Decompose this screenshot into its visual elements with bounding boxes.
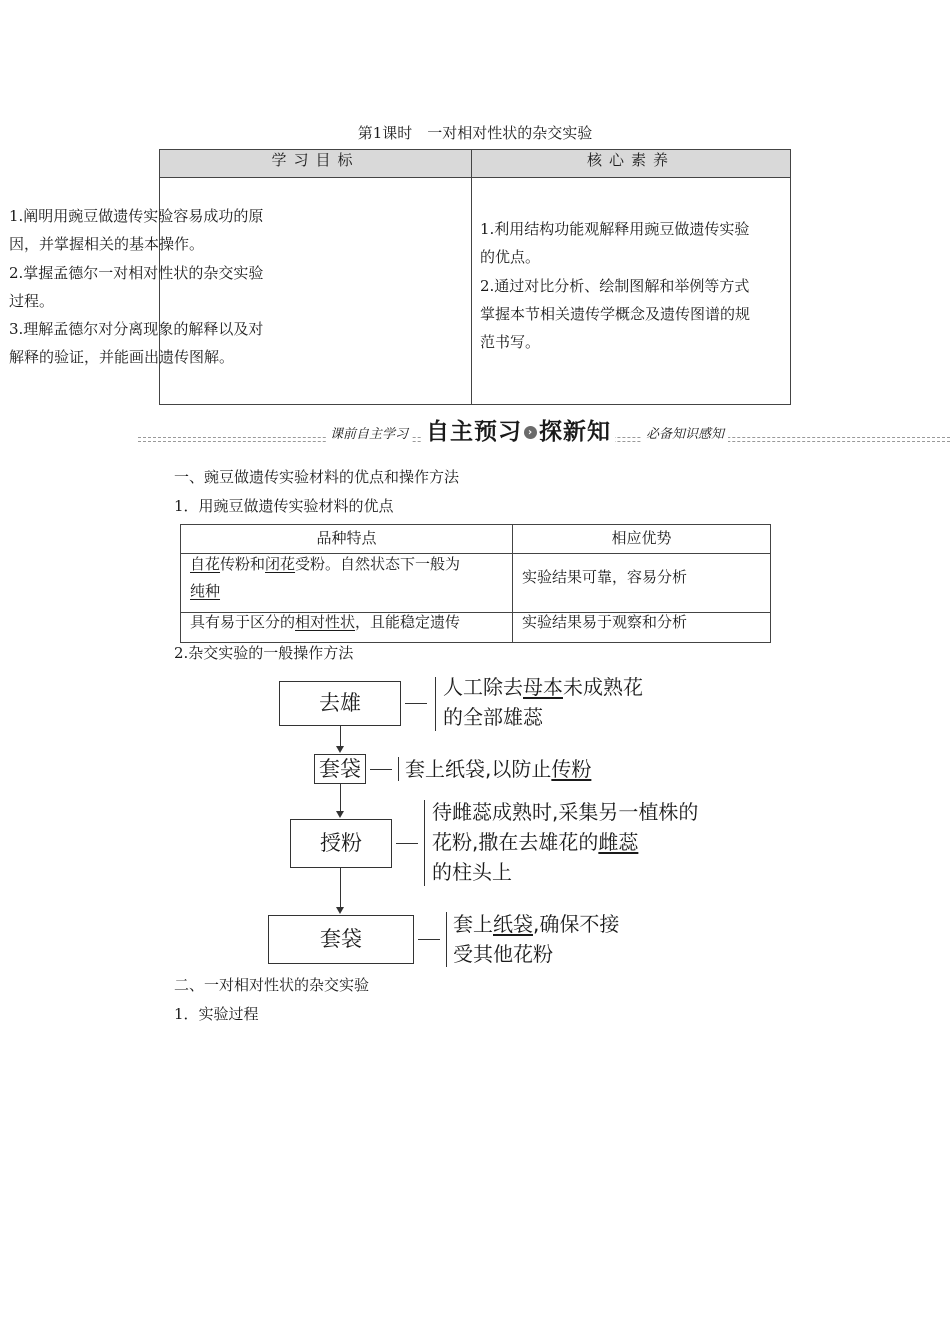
- underlined-term: 母本: [523, 675, 563, 699]
- literacy-line: 1.利用结构功能观解释用豌豆做遗传实验: [480, 220, 750, 238]
- goal-line: 因，并掌握相关的基本操作。: [9, 235, 205, 254]
- table-cell: [190, 551, 508, 605]
- step-pollination-box: 授粉: [290, 819, 392, 868]
- table-header-cell: 品种特点: [316, 529, 377, 547]
- cell-text: 传粉和: [220, 555, 266, 573]
- lesson-title: 第1课时 一对相对性状的杂交实验: [357, 124, 593, 142]
- step-pollination-desc: [432, 797, 698, 887]
- underlined-term: 相对性状: [295, 613, 356, 631]
- desc-line: [405, 754, 591, 784]
- goal-line: 过程。: [9, 291, 55, 310]
- features-table: [180, 524, 771, 643]
- underlined-term: 传粉: [551, 757, 592, 781]
- bracket-line: [424, 800, 425, 886]
- bracket-line: [446, 912, 447, 967]
- desc-text: ,确保不接: [533, 912, 620, 936]
- desc-line: [453, 909, 619, 939]
- step-bagging-box: 套袋: [314, 754, 366, 784]
- section-banner: [138, 413, 950, 449]
- underlined-term: 纸袋: [493, 912, 533, 936]
- bracket-line: [435, 677, 436, 731]
- desc-line: [432, 827, 698, 857]
- bracket-line: [398, 757, 399, 781]
- literacy-line: 掌握本节相关遗传学概念及遗传图谱的规: [480, 304, 751, 323]
- desc-text: 套上纸袋,以防止: [405, 757, 552, 781]
- table-header-cell: 相应优势: [611, 529, 672, 547]
- banner-title: [422, 413, 615, 446]
- header-learning-goals: 学习目标: [271, 151, 360, 169]
- connector-dash: [418, 939, 440, 940]
- flow-arrow-line: [340, 784, 341, 812]
- step-emasculation-box: 去雄: [279, 681, 401, 726]
- desc-line: 的柱头上: [432, 860, 512, 884]
- arrow-down-icon: [336, 811, 344, 818]
- literacy-line: 范书写。: [480, 333, 541, 352]
- underlined-term: 自花: [190, 555, 221, 573]
- flow-arrow-line: [340, 726, 341, 747]
- arrow-down-icon: [336, 907, 344, 914]
- banner-title-right: 探新知: [539, 419, 611, 445]
- literacy-line: 2.通过对比分析、绘制图解和举例等方式: [480, 276, 750, 295]
- underlined-term: 雌蕊: [598, 830, 639, 854]
- section-heading: 一、豌豆做遗传实验材料的优点和操作方法: [174, 468, 460, 486]
- flow-arrow-line: [340, 868, 341, 908]
- goal-line: 1.阐明用豌豆做遗传实验容易成功的原: [9, 207, 264, 225]
- goal-line: 3.理解孟德尔对分离现象的解释以及对: [9, 320, 264, 339]
- chevron-right-icon: ›: [524, 426, 537, 439]
- banner-title-left: 自主预习: [426, 419, 522, 445]
- underlined-term: 纯种: [190, 582, 221, 600]
- step-rebagging-box: 套袋: [268, 915, 414, 964]
- subsection-heading: 2.杂交实验的一般操作方法: [174, 644, 354, 662]
- core-literacy-list: [480, 215, 780, 356]
- goal-line: 2.掌握孟德尔一对相对性状的杂交实验: [9, 263, 264, 282]
- literacy-line: 的优点。: [480, 248, 541, 267]
- arrow-down-icon: [336, 746, 344, 753]
- table-cell: 实验结果可靠，容易分析: [522, 568, 688, 586]
- desc-line: 受其他花粉: [453, 942, 553, 966]
- desc-line: 的全部雄蕊: [443, 705, 543, 729]
- desc-text: 套上: [453, 912, 493, 936]
- goal-line: 解释的验证，并能画出遗传图解。: [9, 348, 235, 367]
- step-bagging-desc: [405, 754, 591, 784]
- desc-text: 人工除去: [443, 675, 523, 699]
- banner-subtitle-right: 必备知识感知: [642, 423, 728, 442]
- desc-text: 未成熟花: [563, 675, 643, 699]
- desc-text: 花粉,撒在去雄花的: [432, 830, 599, 854]
- step-emasculation-desc: [443, 672, 643, 732]
- desc-line: 待雌蕊成熟时,采集另一植株的: [432, 800, 699, 824]
- section-heading: 二、一对相对性状的杂交实验: [174, 976, 370, 994]
- subsection-heading: 1．实验过程: [174, 1005, 259, 1023]
- table-cell: [190, 609, 508, 636]
- underlined-term: 闭花: [265, 555, 296, 573]
- connector-dash: [396, 843, 418, 844]
- cell-text: 受粉。自然状态下一般为: [295, 555, 461, 573]
- table-cell: 实验结果易于观察和分析: [522, 613, 688, 631]
- subsection-heading: 1．用豌豆做遗传实验材料的优点: [174, 497, 394, 515]
- step-rebagging-desc: [453, 909, 619, 969]
- cell-text: ，且能稳定遗传: [355, 613, 461, 631]
- header-core-literacy: 核心素养: [586, 151, 675, 169]
- connector-dash: [370, 769, 392, 770]
- desc-line: [443, 672, 643, 702]
- banner-subtitle-left: 课前自主学习: [326, 423, 412, 442]
- column-divider: [471, 150, 472, 404]
- cell-text: 具有易于区分的: [190, 613, 296, 631]
- connector-dash: [405, 703, 427, 704]
- learning-goals-list: [9, 202, 305, 372]
